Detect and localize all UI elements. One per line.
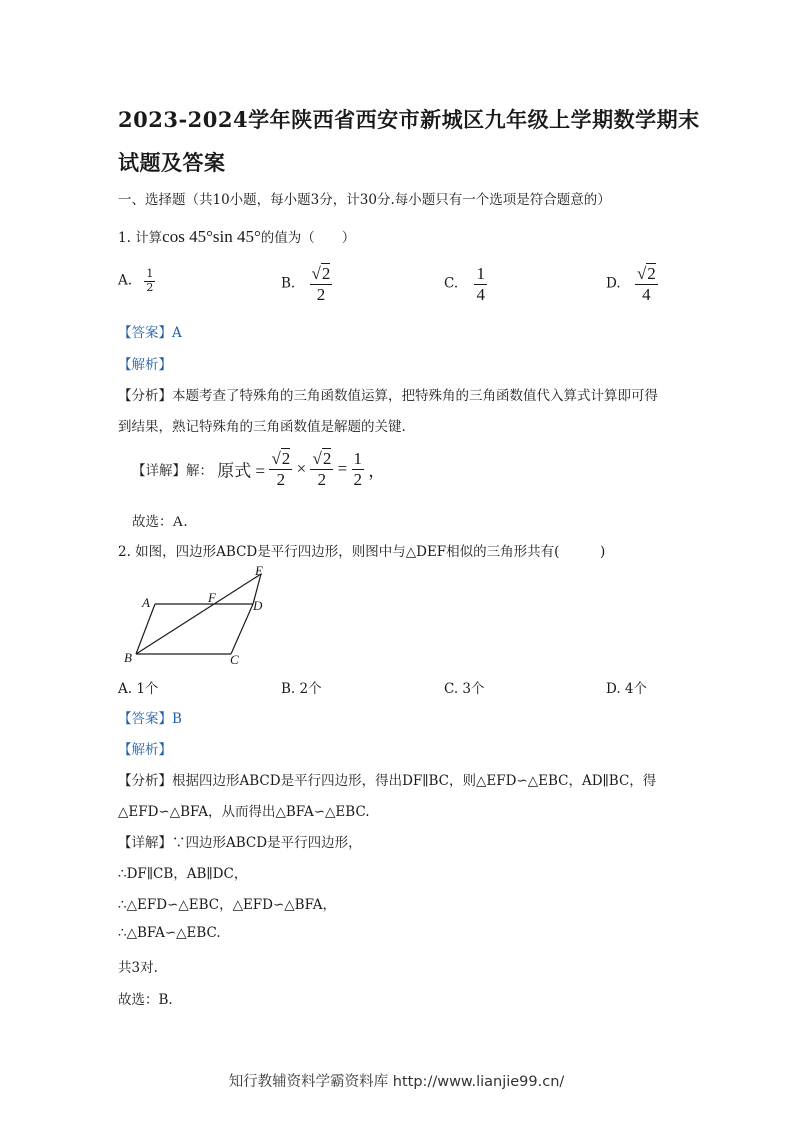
sqrt-icon: √2 bbox=[312, 449, 332, 468]
q1-option-d-denominator: 4 bbox=[642, 284, 651, 304]
q2-option-a: A. 1个 bbox=[118, 681, 159, 697]
q1-option-b-denominator: 2 bbox=[316, 284, 326, 304]
q1-detail-result bbox=[352, 449, 365, 489]
sqrt-icon: √2 bbox=[636, 264, 656, 283]
q1-choice-prefix: 故选： bbox=[132, 514, 173, 530]
q1-detail-frac2-radicand: 2 bbox=[322, 449, 332, 468]
q1-detail-result-num: 1 bbox=[353, 449, 362, 468]
q1-choice-suffix: . bbox=[183, 514, 188, 530]
q1-cos-expr: cos 45° bbox=[162, 227, 213, 246]
q1-option-a bbox=[118, 268, 155, 294]
q1-detail-frac2 bbox=[310, 449, 333, 489]
q2-analysis-head: 【解析】 bbox=[118, 742, 172, 758]
q2-detail-line4: ∴△BFA∽△EBC. bbox=[118, 925, 221, 941]
q1-option-a-label: A. bbox=[118, 272, 133, 289]
q1-option-d-radicand: 2 bbox=[647, 264, 656, 283]
q1-detail-eq: = bbox=[337, 459, 348, 479]
q1-detail-frac1-radicand: 2 bbox=[281, 449, 291, 468]
q2-option-c: C. 3个 bbox=[444, 681, 485, 697]
footer-watermark: 知行教辅资料学霸资料库 http://www.lianjie99.cn/ bbox=[228, 1074, 565, 1090]
q1-answer: 【答案】A bbox=[118, 325, 182, 341]
q1-detail-times: × bbox=[296, 459, 307, 479]
q1-analysis-line2: 到结果，熟记特殊角的三角函数值是解题的关键. bbox=[118, 419, 406, 435]
q1-detail-frac1-den: 2 bbox=[276, 469, 286, 489]
q1-detail-comma: ， bbox=[368, 461, 386, 481]
q1-option-b-fraction bbox=[310, 264, 333, 304]
q1-choice bbox=[132, 510, 188, 531]
q1-option-c-label: C. bbox=[444, 275, 459, 292]
label-c: C bbox=[230, 652, 239, 667]
q1-detail-expr-start: 原式 = bbox=[217, 461, 266, 481]
q2-detail-line1: 【详解】∵四边形ABCD是平行四边形， bbox=[118, 835, 362, 851]
q1-analysis-line1: 【分析】本题考查了特殊角的三角函数值运算，把特殊角的三角函数值代入算式计算即可得 bbox=[118, 388, 658, 404]
q1-option-c-fraction bbox=[474, 264, 487, 304]
segment-cd bbox=[231, 604, 253, 654]
section-heading: 一、选择题（共10小题，每小题3分，计30分.每小题只有一个选项是符合题意的） bbox=[118, 192, 611, 208]
sqrt-icon: √2 bbox=[271, 449, 291, 468]
q1-option-a-fraction bbox=[144, 268, 155, 294]
q1-option-d-fraction bbox=[635, 264, 658, 304]
label-a: A bbox=[142, 595, 150, 610]
q2-answer: 【答案】B bbox=[118, 711, 182, 727]
q1-prefix: 1. 计算 bbox=[118, 230, 163, 246]
q1-option-d bbox=[606, 264, 658, 304]
q2-analysis-line2: △EFD∽△BFA，从而得出△BFA∽△EBC. bbox=[118, 804, 370, 820]
q1-detail-prefix: 【详解】解： bbox=[132, 463, 213, 480]
q1-suffix: 的值为（ ） bbox=[260, 230, 356, 246]
q2-stem: 2. 如图，四边形ABCD是平行四边形，则图中与△DEF相似的三角形共有( ) bbox=[118, 544, 606, 560]
q2-option-b: B. 2个 bbox=[281, 681, 322, 697]
q1-analysis-head: 【解析】 bbox=[118, 357, 172, 373]
document-title-line2: 试题及答案 bbox=[118, 150, 226, 175]
q1-detail-frac2-den: 2 bbox=[317, 469, 327, 489]
segment-ab bbox=[136, 604, 155, 654]
q2-detail-line5: 共3对. bbox=[118, 960, 158, 976]
q1-sin-expr: sin 45° bbox=[212, 227, 261, 246]
q1-detail-frac1 bbox=[269, 449, 292, 489]
segment-be bbox=[136, 574, 261, 654]
q1-option-c bbox=[444, 264, 487, 304]
q1-detail bbox=[132, 449, 385, 489]
q1-option-c-numerator: 1 bbox=[476, 264, 485, 283]
q2-detail-line2: ∴DF∥CB，AB∥DC， bbox=[118, 866, 248, 882]
q2-analysis-line1: 【分析】根据四边形ABCD是平行四边形，得出DF∥BC，则△EFD∽△EBC，AD∥BC，得 bbox=[118, 773, 657, 789]
q1-option-b bbox=[281, 264, 332, 304]
q1-choice-value: A bbox=[172, 514, 184, 530]
q2-detail-line6: 故选：B. bbox=[118, 992, 173, 1008]
q1-option-d-label: D. bbox=[606, 275, 621, 292]
q1-option-a-numerator: 1 bbox=[146, 267, 154, 280]
document-title-line1: 2023-2024学年陕西省西安市新城区九年级上学期数学期末 bbox=[118, 107, 700, 132]
label-f: F bbox=[208, 590, 216, 605]
parallelogram-figure bbox=[118, 560, 278, 672]
q1-option-c-denominator: 4 bbox=[476, 284, 485, 304]
label-d: D bbox=[253, 598, 263, 613]
q1-option-b-label: B. bbox=[281, 275, 296, 292]
q1-option-b-radicand: 2 bbox=[321, 264, 331, 283]
q1-detail-result-den: 2 bbox=[353, 469, 362, 489]
q2-detail-line3: ∴△EFD∽△EBC，△EFD∽△BFA， bbox=[118, 897, 337, 913]
sqrt-icon: √2 bbox=[311, 264, 331, 283]
q2-option-d: D. 4个 bbox=[606, 681, 648, 697]
label-e: E bbox=[255, 563, 263, 578]
q1-option-a-denominator: 2 bbox=[146, 280, 154, 294]
q1-stem bbox=[118, 226, 355, 247]
label-b: B bbox=[124, 650, 132, 665]
